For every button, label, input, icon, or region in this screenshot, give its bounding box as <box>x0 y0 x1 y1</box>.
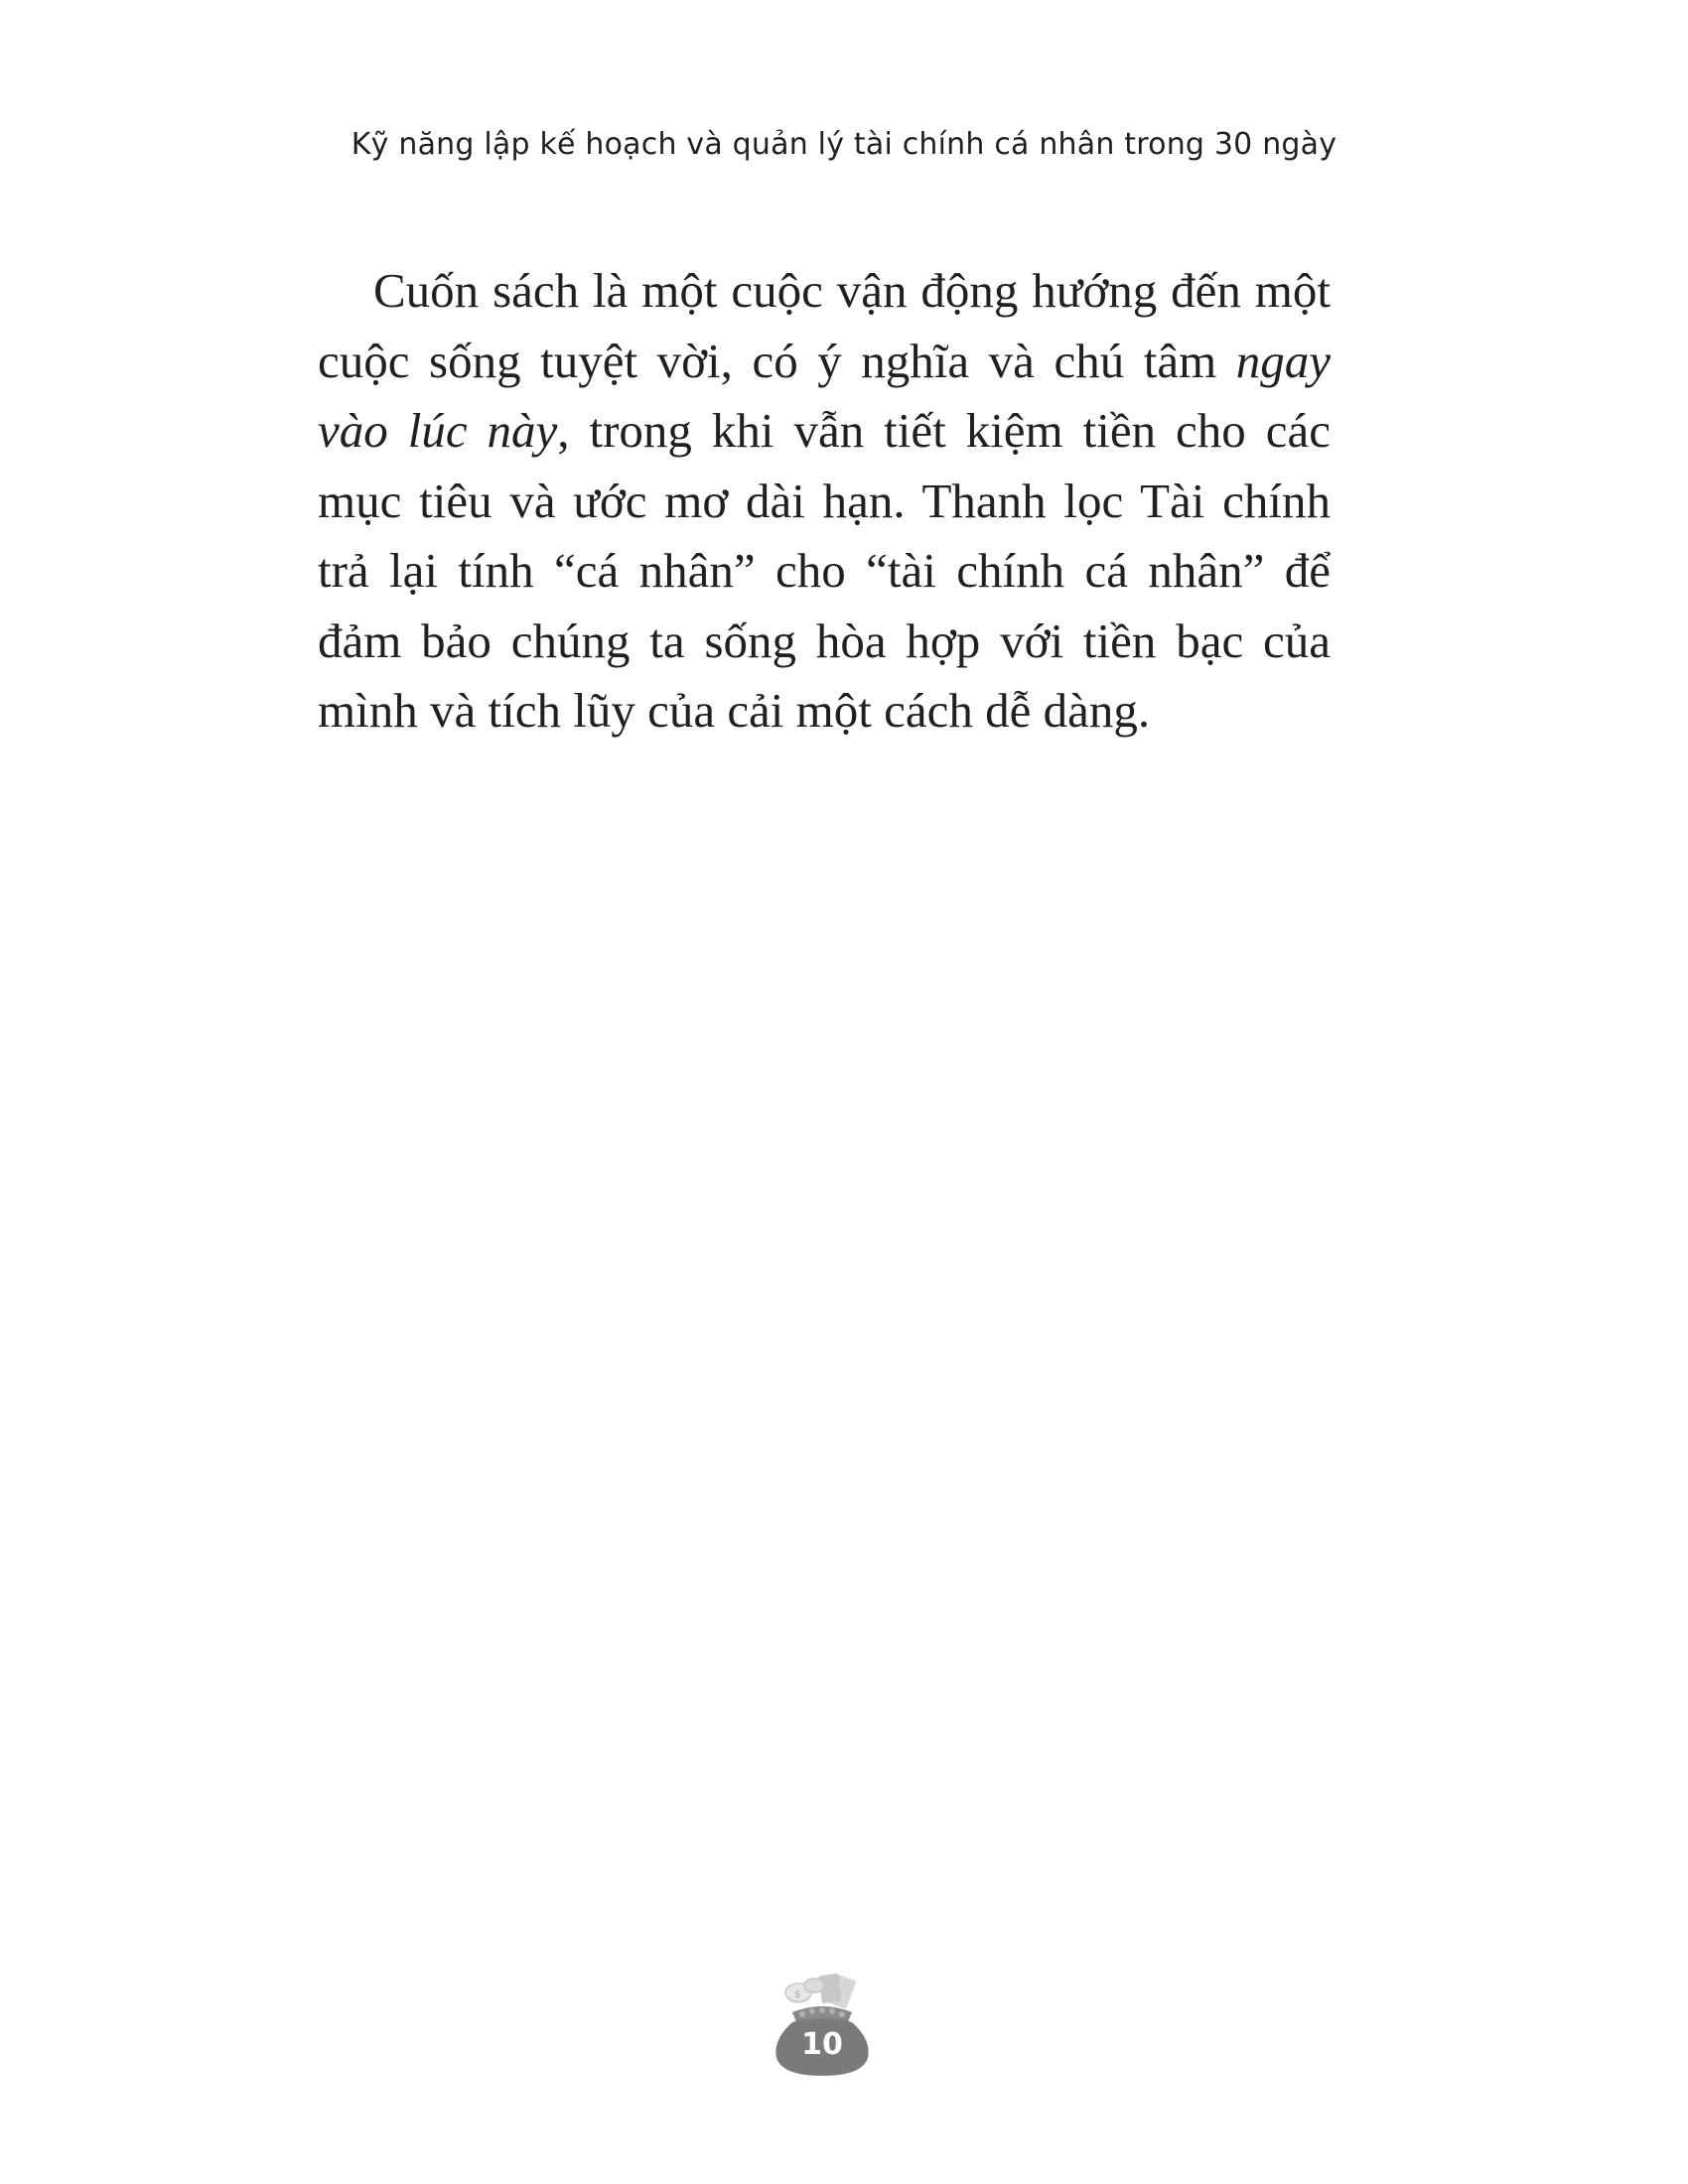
page-number: 10 <box>801 2027 843 2062</box>
running-header: Kỹ năng lập kế hoạch và quản lý tài chính cá nhân trong 30 ngày <box>351 127 1337 162</box>
body-paragraph <box>318 256 1331 747</box>
money-pouch-icon <box>763 1971 882 2080</box>
paragraph-italic-phrase: ngay vào lúc này <box>318 333 1331 458</box>
coins-icon <box>785 1974 856 2009</box>
svg-text:$: $ <box>794 1989 801 2000</box>
paragraph-text-end: , trong khi vẫn tiết kiệm tiền cho các mục tiêu và ước mơ dài hạn. Thanh lọc Tài chính trả lại tính “cá nhân” cho “tài chính cá nhân” để đảm bảo chúng ta sống hòa hợp với tiền bạc của mình và tích lũy của cải một cách dễ dàng. <box>318 403 1331 738</box>
paragraph-text-start: Cuốn sách là một cuộc vận động hướng đến một cuộc sống tuyệt vời, có ý nghĩa và chú tâm <box>318 263 1331 388</box>
